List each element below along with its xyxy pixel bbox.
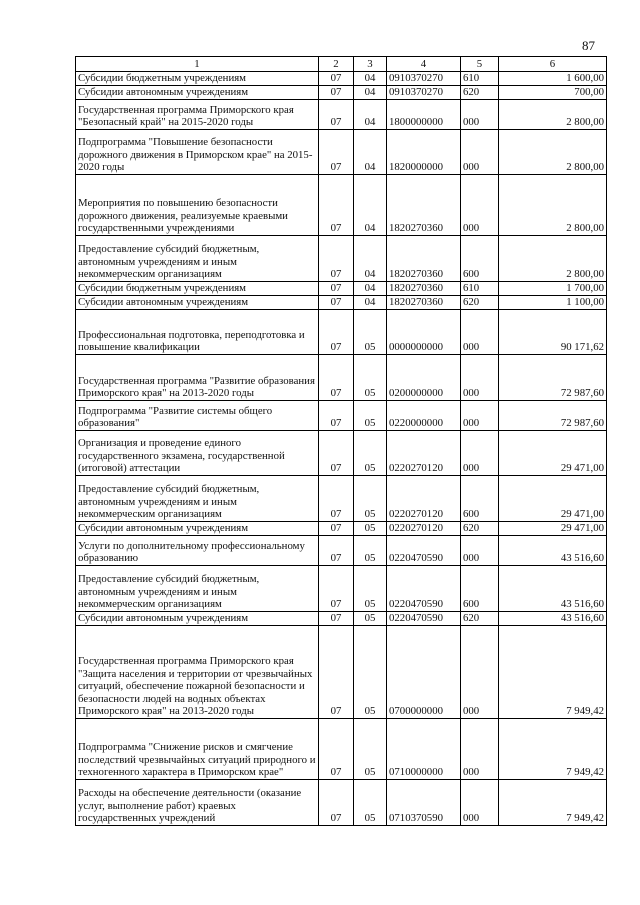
row-subsection-cell: 04 xyxy=(354,72,387,86)
row-amount-cell: 29 471,00 xyxy=(499,431,607,476)
row-section-cell: 07 xyxy=(319,296,354,310)
row-amount-cell: 2 800,00 xyxy=(499,175,607,236)
row-section-cell: 07 xyxy=(319,282,354,296)
table-row xyxy=(76,236,607,282)
row-expense-type-cell: 610 xyxy=(461,72,499,86)
row-expense-type-cell: 000 xyxy=(461,719,499,780)
header-col-2: 2 xyxy=(319,57,354,72)
row-name-cell: Субсидии автономным учреждениям xyxy=(76,86,319,100)
row-target-code-cell: 0710000000 xyxy=(387,719,461,780)
row-name-cell: Субсидии автономным учреждениям xyxy=(76,522,319,536)
row-expense-type-cell: 000 xyxy=(461,431,499,476)
row-section-cell: 07 xyxy=(319,236,354,282)
row-expense-type-cell: 000 xyxy=(461,626,499,719)
row-target-code-cell: 1820000000 xyxy=(387,130,461,175)
header-col-5: 5 xyxy=(461,57,499,72)
table-row xyxy=(76,566,607,612)
row-target-code-cell: 0220470590 xyxy=(387,566,461,612)
row-amount-cell: 43 516,60 xyxy=(499,566,607,612)
row-target-code-cell: 0220270120 xyxy=(387,476,461,522)
row-expense-type-cell: 600 xyxy=(461,236,499,282)
row-amount-cell: 1 700,00 xyxy=(499,282,607,296)
row-section-cell: 07 xyxy=(319,130,354,175)
row-target-code-cell: 0220470590 xyxy=(387,612,461,626)
row-amount-cell: 700,00 xyxy=(499,86,607,100)
table-row xyxy=(76,355,607,401)
row-section-cell: 07 xyxy=(319,100,354,130)
row-target-code-cell: 0000000000 xyxy=(387,310,461,355)
row-target-code-cell: 1800000000 xyxy=(387,100,461,130)
row-name-cell: Предоставление субсидий бюджетным, автономным учреждениям и иным некоммерческим организациям xyxy=(76,476,319,522)
row-target-code-cell: 0220000000 xyxy=(387,401,461,431)
row-subsection-cell: 04 xyxy=(354,130,387,175)
table-row xyxy=(76,612,607,626)
row-name-cell: Предоставление субсидий бюджетным, автономным учреждениям и иным некоммерческим организациям xyxy=(76,566,319,612)
row-name-cell: Государственная программа "Развитие образования Приморского края" на 2013-2020 годы xyxy=(76,355,319,401)
row-subsection-cell: 05 xyxy=(354,401,387,431)
row-subsection-cell: 05 xyxy=(354,431,387,476)
row-expense-type-cell: 000 xyxy=(461,175,499,236)
row-amount-cell: 7 949,42 xyxy=(499,780,607,826)
table-row xyxy=(76,719,607,780)
row-name-cell: Государственная программа Приморского края "Безопасный край" на 2015-2020 годы xyxy=(76,100,319,130)
row-section-cell: 07 xyxy=(319,780,354,826)
row-expense-type-cell: 620 xyxy=(461,296,499,310)
table-row xyxy=(76,310,607,355)
row-subsection-cell: 04 xyxy=(354,296,387,310)
row-expense-type-cell: 620 xyxy=(461,522,499,536)
row-section-cell: 07 xyxy=(319,72,354,86)
row-subsection-cell: 04 xyxy=(354,282,387,296)
row-section-cell: 07 xyxy=(319,612,354,626)
row-amount-cell: 2 800,00 xyxy=(499,100,607,130)
row-amount-cell: 29 471,00 xyxy=(499,522,607,536)
row-section-cell: 07 xyxy=(319,566,354,612)
row-section-cell: 07 xyxy=(319,626,354,719)
row-expense-type-cell: 620 xyxy=(461,612,499,626)
row-amount-cell: 2 800,00 xyxy=(499,236,607,282)
row-section-cell: 07 xyxy=(319,355,354,401)
row-name-cell: Государственная программа Приморского края "Защита населения и территории от чрезвычайных ситуаций, обеспечение пожарной безопасности и безопасности людей на водных объектах Приморского края" на 2013-2020 годы xyxy=(76,626,319,719)
row-subsection-cell: 05 xyxy=(354,566,387,612)
row-target-code-cell: 0220470590 xyxy=(387,536,461,566)
row-section-cell: 07 xyxy=(319,719,354,780)
row-target-code-cell: 1820270360 xyxy=(387,236,461,282)
row-amount-cell: 1 100,00 xyxy=(499,296,607,310)
row-expense-type-cell: 610 xyxy=(461,282,499,296)
row-subsection-cell: 05 xyxy=(354,536,387,566)
table-row xyxy=(76,626,607,719)
row-name-cell: Подпрограмма "Развитие системы общего образования" xyxy=(76,401,319,431)
row-amount-cell: 7 949,42 xyxy=(499,626,607,719)
table-row xyxy=(76,72,607,86)
row-section-cell: 07 xyxy=(319,310,354,355)
table-row xyxy=(76,130,607,175)
row-target-code-cell: 1820270360 xyxy=(387,175,461,236)
table-row xyxy=(76,522,607,536)
row-amount-cell: 7 949,42 xyxy=(499,719,607,780)
row-amount-cell: 72 987,60 xyxy=(499,355,607,401)
row-subsection-cell: 05 xyxy=(354,719,387,780)
page-number: 87 xyxy=(582,38,595,53)
row-target-code-cell: 1820270360 xyxy=(387,296,461,310)
row-section-cell: 07 xyxy=(319,536,354,566)
row-amount-cell: 1 600,00 xyxy=(499,72,607,86)
table-row xyxy=(76,175,607,236)
header-row xyxy=(76,57,607,72)
row-subsection-cell: 05 xyxy=(354,612,387,626)
row-expense-type-cell: 620 xyxy=(461,86,499,100)
row-target-code-cell: 0910370270 xyxy=(387,72,461,86)
header-col-4: 4 xyxy=(387,57,461,72)
row-amount-cell: 43 516,60 xyxy=(499,612,607,626)
row-amount-cell: 29 471,00 xyxy=(499,476,607,522)
row-subsection-cell: 04 xyxy=(354,100,387,130)
row-section-cell: 07 xyxy=(319,401,354,431)
row-subsection-cell: 05 xyxy=(354,310,387,355)
row-name-cell: Мероприятия по повышению безопасности дорожного движения, реализуемые краевыми государственными учреждениями xyxy=(76,175,319,236)
table-row xyxy=(76,476,607,522)
row-name-cell: Предоставление субсидий бюджетным, автономным учреждениям и иным некоммерческим организациям xyxy=(76,236,319,282)
row-section-cell: 07 xyxy=(319,522,354,536)
row-name-cell: Организация и проведение единого государственного экзамена, государственной (итоговой) аттестации xyxy=(76,431,319,476)
row-target-code-cell: 0220270120 xyxy=(387,431,461,476)
row-name-cell: Субсидии автономным учреждениям xyxy=(76,612,319,626)
row-name-cell: Подпрограмма "Снижение рисков и смягчение последствий чрезвычайных ситуаций природного и техногенного характера в Приморском крае" xyxy=(76,719,319,780)
row-amount-cell: 43 516,60 xyxy=(499,536,607,566)
row-section-cell: 07 xyxy=(319,431,354,476)
row-subsection-cell: 04 xyxy=(354,236,387,282)
row-expense-type-cell: 600 xyxy=(461,476,499,522)
row-target-code-cell: 0220270120 xyxy=(387,522,461,536)
row-amount-cell: 90 171,62 xyxy=(499,310,607,355)
row-target-code-cell: 0200000000 xyxy=(387,355,461,401)
row-expense-type-cell: 600 xyxy=(461,566,499,612)
row-expense-type-cell: 000 xyxy=(461,100,499,130)
row-subsection-cell: 04 xyxy=(354,86,387,100)
row-name-cell: Расходы на обеспечение деятельности (оказание услуг, выполнение работ) краевых государственных учреждений xyxy=(76,780,319,826)
header-col-1: 1 xyxy=(76,57,319,72)
row-subsection-cell: 04 xyxy=(354,175,387,236)
row-expense-type-cell: 000 xyxy=(461,310,499,355)
row-subsection-cell: 05 xyxy=(354,780,387,826)
row-name-cell: Подпрограмма "Повышение безопасности дорожного движения в Приморском крае" на 2015-2020 годы xyxy=(76,130,319,175)
row-expense-type-cell: 000 xyxy=(461,780,499,826)
row-name-cell: Субсидии бюджетным учреждениям xyxy=(76,72,319,86)
row-section-cell: 07 xyxy=(319,476,354,522)
row-target-code-cell: 1820270360 xyxy=(387,282,461,296)
row-expense-type-cell: 000 xyxy=(461,536,499,566)
row-subsection-cell: 05 xyxy=(354,476,387,522)
header-col-6: 6 xyxy=(499,57,607,72)
table-row xyxy=(76,296,607,310)
row-name-cell: Услуги по дополнительному профессиональному образованию xyxy=(76,536,319,566)
table-row xyxy=(76,536,607,566)
row-expense-type-cell: 000 xyxy=(461,401,499,431)
table-row xyxy=(76,431,607,476)
row-expense-type-cell: 000 xyxy=(461,355,499,401)
row-section-cell: 07 xyxy=(319,86,354,100)
row-amount-cell: 2 800,00 xyxy=(499,130,607,175)
row-amount-cell: 72 987,60 xyxy=(499,401,607,431)
table-row xyxy=(76,100,607,130)
table-row xyxy=(76,780,607,826)
row-subsection-cell: 05 xyxy=(354,522,387,536)
row-target-code-cell: 0910370270 xyxy=(387,86,461,100)
row-target-code-cell: 0700000000 xyxy=(387,626,461,719)
row-name-cell: Субсидии автономным учреждениям xyxy=(76,296,319,310)
row-expense-type-cell: 000 xyxy=(461,130,499,175)
row-target-code-cell: 0710370590 xyxy=(387,780,461,826)
row-section-cell: 07 xyxy=(319,175,354,236)
row-name-cell: Субсидии бюджетным учреждениям xyxy=(76,282,319,296)
table-row xyxy=(76,282,607,296)
row-name-cell: Профессиональная подготовка, переподготовка и повышение квалификации xyxy=(76,310,319,355)
header-col-3: 3 xyxy=(354,57,387,72)
row-subsection-cell: 05 xyxy=(354,626,387,719)
table-row xyxy=(76,86,607,100)
row-subsection-cell: 05 xyxy=(354,355,387,401)
budget-table xyxy=(75,56,607,826)
table-row xyxy=(76,401,607,431)
